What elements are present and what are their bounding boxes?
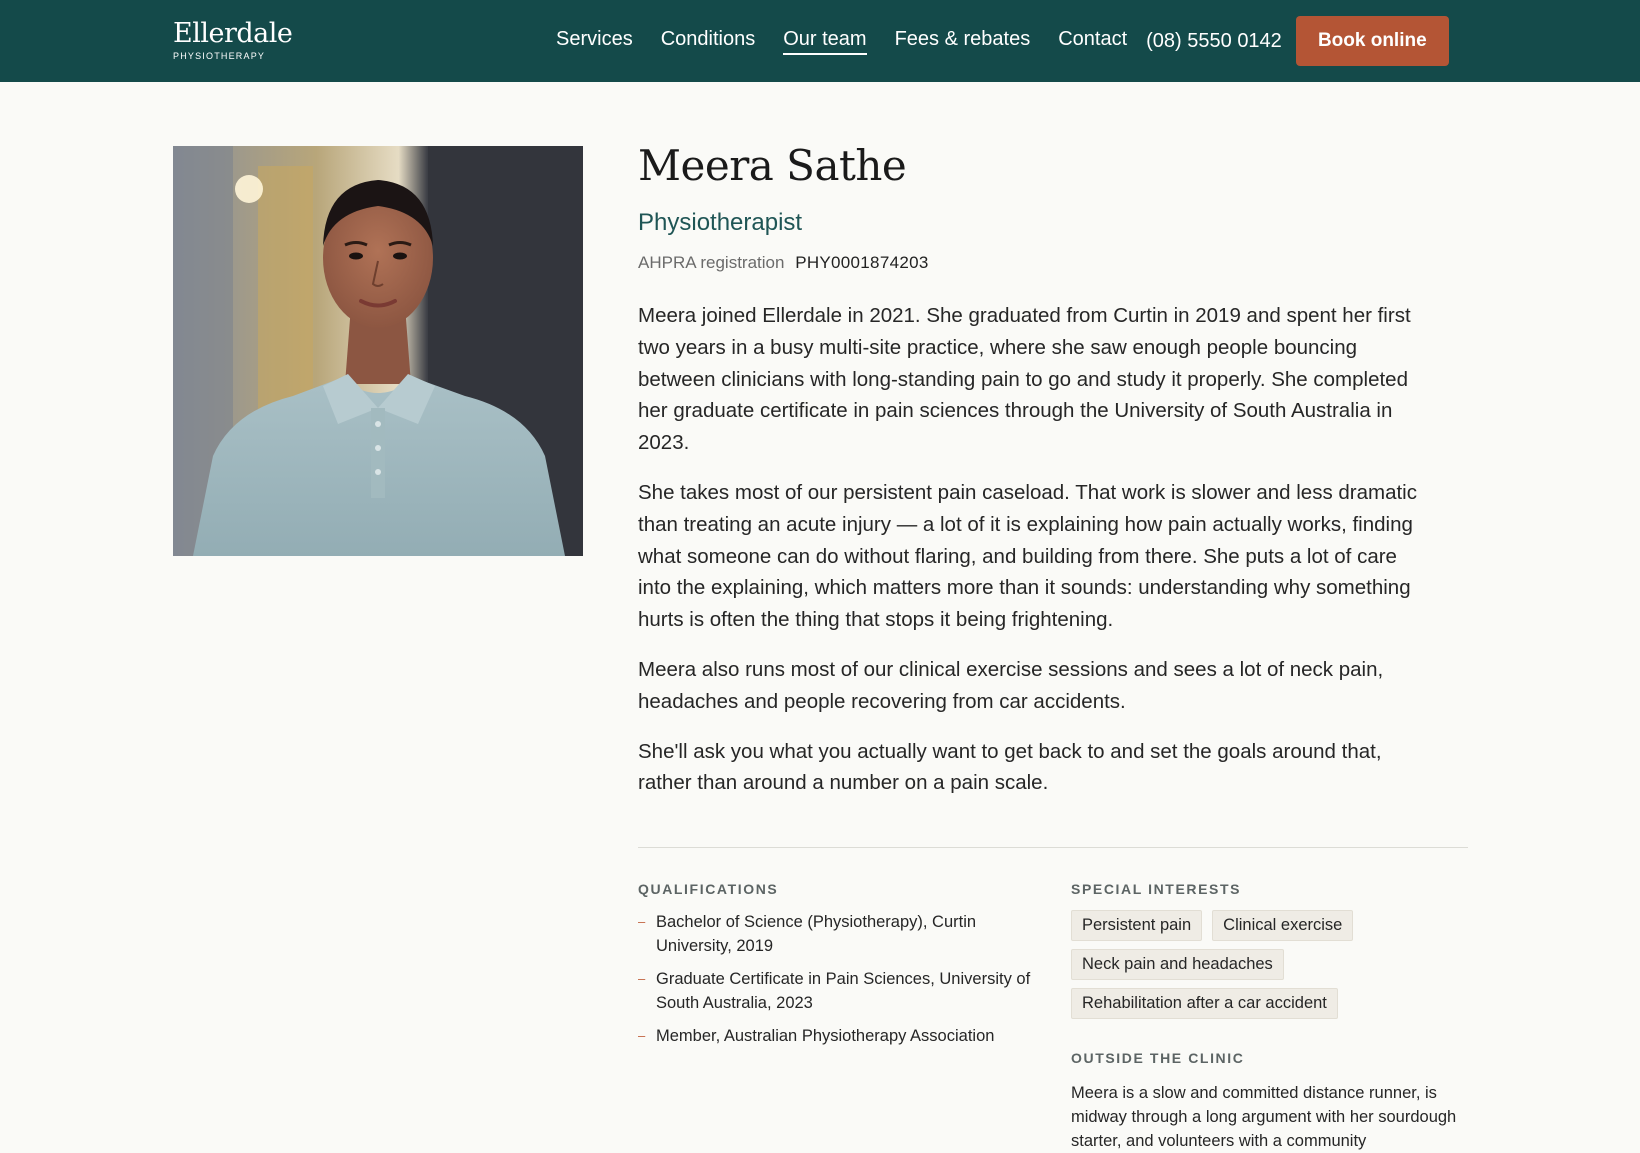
bio-paragraph: She takes most of our persistent pain caseload. That work is slower and less dramatic than treating an acute injury — a lot of it is explaining how pain actually works, finding what someone can do without flaring, and building from there. She puts a lot of care into the explaining, which matters more than it sounds: understanding why something hurts is often the thing that stops it being frightening. — [638, 480, 1417, 632]
qualifications-list — [638, 910, 1038, 1048]
special-interests-section — [1071, 880, 1471, 1153]
outside-clinic-heading: OUTSIDE THE CLINIC — [1071, 1050, 1245, 1066]
logo[interactable] — [173, 18, 292, 61]
nav-conditions[interactable]: Conditions — [660, 27, 756, 50]
qualification-text: Graduate Certificate in Pain Sciences, University of South Australia, 2023 — [656, 970, 1031, 1012]
bio-paragraph: Meera joined Ellerdale in 2021. She graduated from Curtin in 2019 and spent her first two years in a busy multi-site practice, where she saw enough people bouncing between clinicians with long-standing pain to go and study it properly. She completed her graduate certificate in pain sciences through the University of South Australia in 2023. — [638, 304, 1411, 455]
interest-tag: Persistent pain — [1071, 910, 1202, 941]
book-online-button[interactable]: Book online — [1296, 16, 1449, 66]
registration-label: AHPRA registration — [638, 253, 785, 272]
nav-our-team[interactable]: Our team — [783, 28, 866, 55]
interest-tag: Clinical exercise — [1212, 910, 1353, 941]
list-item — [638, 1024, 1038, 1048]
nav-services[interactable]: Services — [556, 27, 633, 50]
staff-photo — [173, 146, 583, 556]
nav-fees-rebates[interactable]: Fees & rebates — [894, 27, 1031, 50]
bio — [638, 300, 1428, 799]
qualification-text: Bachelor of Science (Physiotherapy), Curtin University, 2019 — [656, 913, 977, 955]
site-header — [0, 0, 1640, 82]
interest-tags — [1071, 910, 1371, 1027]
registration-number: PHY0001874203 — [795, 253, 929, 272]
bio-paragraph: Meera also runs most of our clinical exercise sessions and sees a lot of neck pain, headaches and people recovering from car accidents. — [638, 657, 1384, 713]
list-item — [638, 967, 1038, 1015]
dash-bullet-icon: – — [638, 914, 646, 929]
registration — [638, 252, 1468, 274]
logo-name: Ellerdale — [173, 18, 293, 49]
bio-paragraph: She'll ask you what you actually want to get back to and set the goals around that, rather than around a number on a pain scale. — [638, 739, 1382, 795]
outside-clinic-text: Meera is a slow and committed distance runner, is midway through a long argument with her sourdough starter, and volunteers with a community — [1071, 1084, 1457, 1150]
nav-contact[interactable]: Contact — [1058, 27, 1128, 50]
interest-tag: Neck pain and headaches — [1071, 949, 1284, 980]
dash-bullet-icon: – — [638, 971, 646, 986]
main-nav — [556, 0, 1449, 82]
profile-section — [638, 140, 1468, 817]
special-interests-heading: SPECIAL INTERESTS — [1071, 881, 1242, 897]
qualifications-section — [638, 880, 1038, 1057]
logo-subtitle: PHYSIOTHERAPY — [173, 51, 266, 61]
staff-name: Meera Sathe — [638, 141, 907, 190]
qualification-text: Member, Australian Physiotherapy Association — [656, 1027, 995, 1045]
staff-role: Physiotherapist — [638, 209, 803, 236]
list-item — [638, 910, 1038, 958]
interest-tag: Rehabilitation after a car accident — [1071, 988, 1338, 1019]
qualifications-heading: QUALIFICATIONS — [638, 881, 779, 897]
phone-number[interactable]: (08) 5550 0142 — [1146, 29, 1282, 52]
section-divider — [638, 847, 1468, 848]
dash-bullet-icon: – — [638, 1028, 646, 1043]
